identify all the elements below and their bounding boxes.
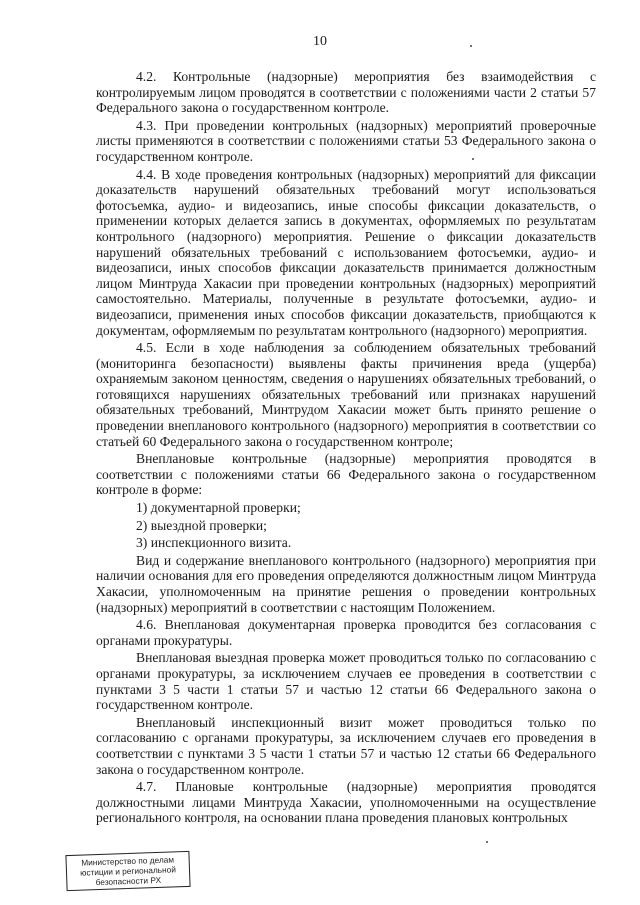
list-item-inspection-visit: 3) инспекционного визита. [136,535,292,551]
paragraph-4-6: 4.6. Внеплановая документарная проверка проводится без согласования с органами прокуратуры. [96,617,596,648]
list-item-documentary-check: 1) документарной проверки; [136,500,301,516]
scan-speck [470,45,472,47]
scan-speck [472,158,474,160]
stamp-line-1: Министерство по делам [81,854,175,868]
paragraph-4-3: 4.3. При проведении контрольных (надзорных) мероприятий проверочные листы применяются в соответствии с положениями статьи 53 Федерального закона о государственном контроле. [96,117,596,164]
paragraph-4-2: 4.2. Контрольные (надзорные) мероприятия без взаимодействия с контролируемым лицом проводятся в соответствии с положениями части 2 статьи 57 Федерального закона о государственном контроле. [96,69,596,116]
paragraph-inspection-visit-approval: Внеплановый инспекционный визит может проводиться только по согласованию с органами прокуратуры, за исключением случаев его проведения в соответствии с пунктами 3 5 части 1 статьи 57 и частью 12 статьи 66 Федерального закона о государственном контроле. [96,714,596,777]
paragraph-4-7: 4.7. Плановые контрольные (надзорные) мероприятия проводятся должностными лицами Минтруда Хакасии, уполномоченными на осуществление регионального контроля, на основании плана проведения плановых контрольных [96,779,596,826]
list-item-field-check: 2) выездной проверки; [136,517,267,533]
scan-speck [486,841,488,843]
stamp-line-3: безопасности РХ [95,874,162,888]
stamp-line-2: юстиции и региональной [79,864,177,878]
ministry-stamp [65,851,190,891]
paragraph-type-and-content: Вид и содержание внепланового контрольного (надзорного) мероприятия при наличии основания для его проведения определяются должностным лицом Минтруда Хакасии, уполномоченным на принятие решения о проведении контрольных (надзорных) мероприятий в соответствии с настоящим Положением. [96,552,596,615]
page-number: 10 [313,34,327,49]
paragraph-4-5: 4.5. Если в ходе наблюдения за соблюдением обязательных требований (мониторинга безопасности) выявлены факты причинения вреда (ущерба) охраняемым законом ценностям, сведения о нарушениях обязательных требований, о готовящихся нарушениях обязательных требований или признаках нарушений обязательных требований, Минтрудом Хакасии может быть принято решение о проведении внепланового контрольного (надзорного) мероприятия в соответствии со статьей 60 Федерального закона о государственном контроле; [96,340,596,449]
document-body [96,69,596,828]
paragraph-4-4: 4.4. В ходе проведения контрольных (надзорных) мероприятий для фиксации доказательств нарушений обязательных требований могут использоваться фотосъемка, аудио- и видеозапись, иные способы фиксации доказательств, о применении которых делается запись в документах, оформляемых по результатам контрольного (надзорного) мероприятия. Решение о фиксации доказательств нарушений обязательных требований с использованием фотосъемки, аудио- и видеозаписи, иных способов фиксации доказательств принимается должностным лицом Минтруда Хакасии при проведении контрольных (надзорных) мероприятий самостоятельно. Материалы, полученные в результате фотосъемки, аудио- и видеозаписи, применения иных способов фиксации доказательств, приобщаются к документам, оформляемым по результатам контрольного (надзорного) мероприятия. [96,166,596,338]
paragraph-field-check-approval: Внеплановая выездная проверка может проводиться только по согласованию с органами прокуратуры, за исключением случаев ее проведения в соответствии с пунктами 3 5 части 1 статьи 57 и частью 12 статьи 66 Федерального закона о государственном контроле. [96,650,596,713]
paragraph-unscheduled-forms: Внеплановые контрольные (надзорные) мероприятия проводятся в соответствии с положениями статьи 66 Федерального закона о государственном контроле в форме: [96,451,596,498]
